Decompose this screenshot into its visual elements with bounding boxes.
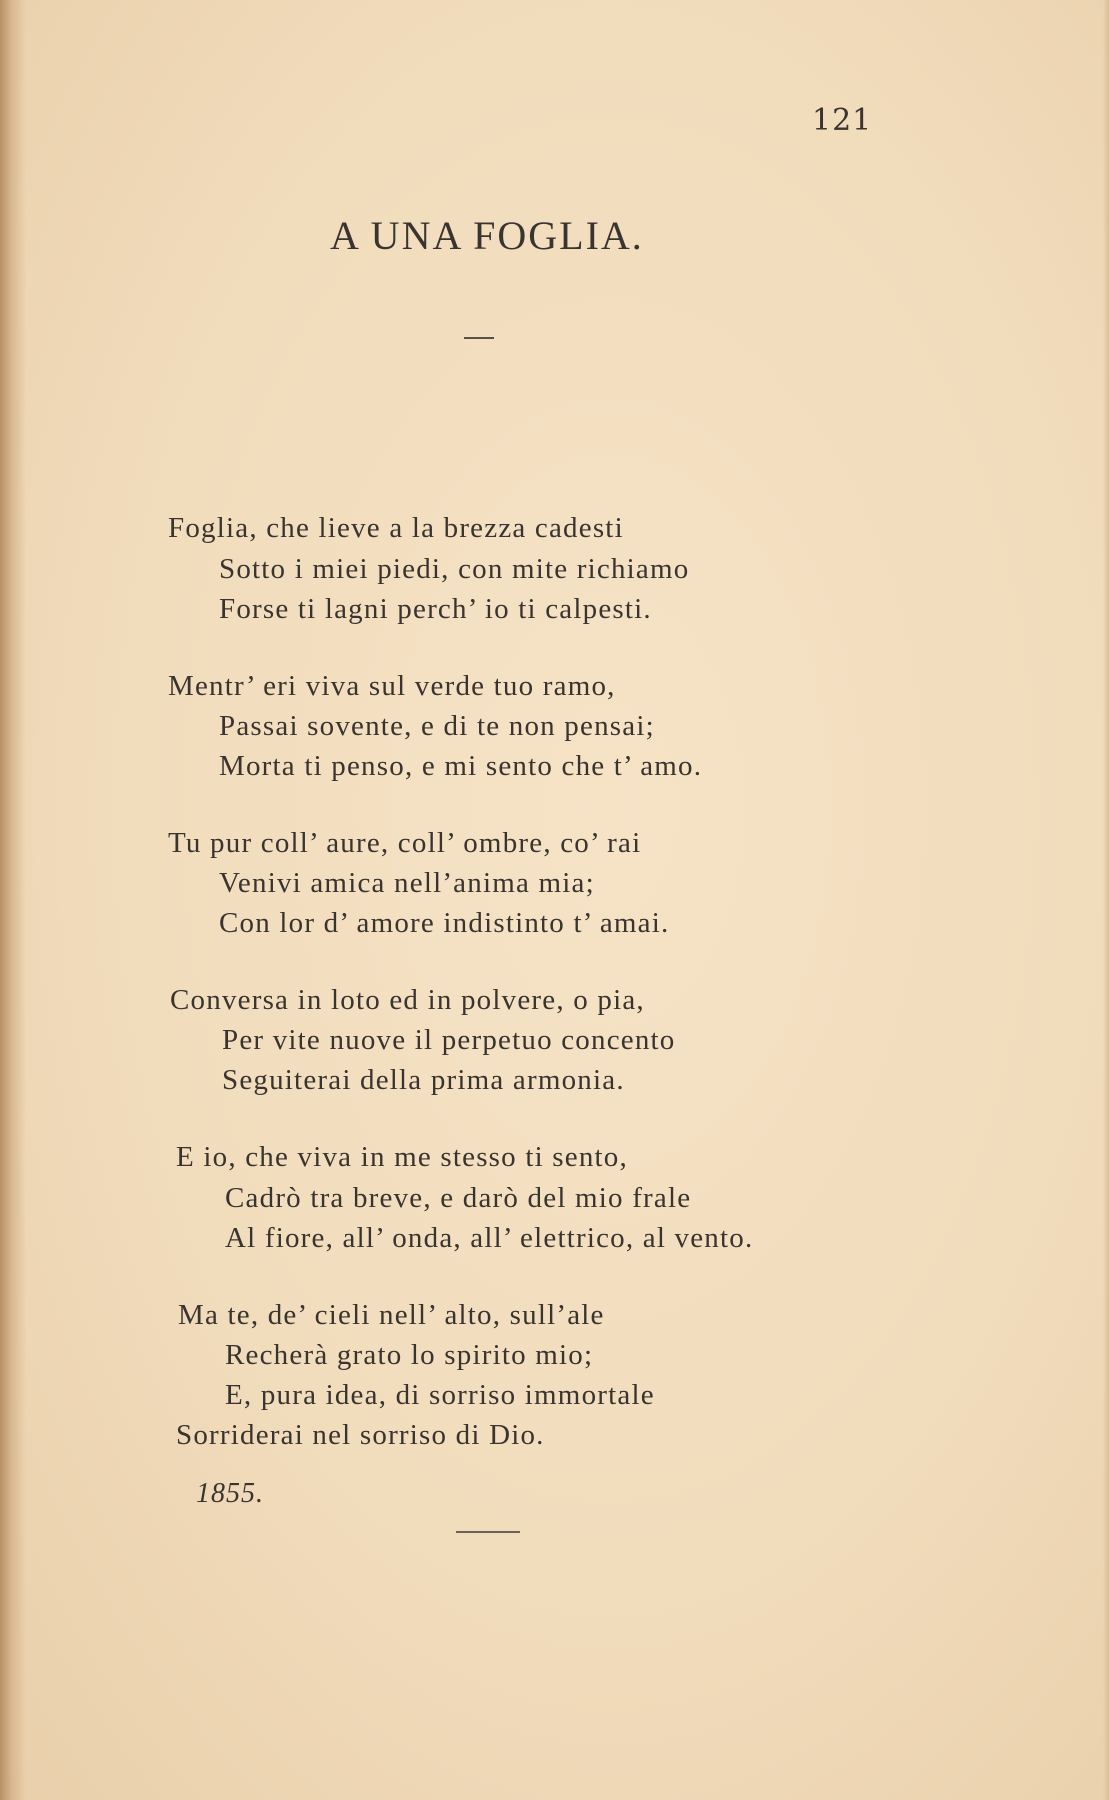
poem-line: E, pura idea, di sorriso immortale [225, 1379, 655, 1411]
end-rule [456, 1531, 520, 1533]
page-number: 121 [812, 103, 873, 138]
poem-line: Passai sovente, e di te non pensai; [219, 710, 655, 742]
poem-line: Seguiterai della prima armonia. [222, 1064, 625, 1096]
poem-line: E io, che viva in me stesso ti sento, [176, 1141, 628, 1173]
poem-line: Con lor d’ amore indistinto t’ amai. [219, 907, 670, 939]
poem-line: Conversa in loto ed in polvere, o pia, [170, 984, 645, 1016]
poem-line: Mentr’ eri viva sul verde tuo ramo, [168, 670, 616, 702]
poem-line: Venivi amica nell’anima mia; [219, 867, 595, 899]
poem-line: Cadrò tra breve, e darò del mio frale [225, 1182, 692, 1214]
poem-line: Recherà grato lo spirito mio; [225, 1339, 594, 1371]
poem-date: 1855. [196, 1478, 264, 1509]
poem-line: Tu pur coll’ aure, coll’ ombre, co’ rai [168, 827, 642, 859]
poem-line: Sotto i miei piedi, con mite richiamo [219, 553, 690, 585]
poem-line: Per vite nuove il perpetuo concento [222, 1024, 676, 1056]
poem-line: Al fiore, all’ onda, all’ elettrico, al vento. [225, 1222, 754, 1254]
poem-line: Ma te, de’ cieli nell’ alto, sull’ale [178, 1299, 605, 1331]
poem-title: A UNA FOGLIA. [330, 213, 644, 258]
poem-line: Morta ti penso, e mi sento che t’ amo. [219, 750, 703, 782]
poem-line: Forse ti lagni perch’ io ti calpesti. [219, 593, 652, 625]
poem-line: Sorriderai nel sorriso di Dio. [176, 1419, 545, 1451]
poem-line: Foglia, che lieve a la brezza cadesti [168, 512, 624, 544]
